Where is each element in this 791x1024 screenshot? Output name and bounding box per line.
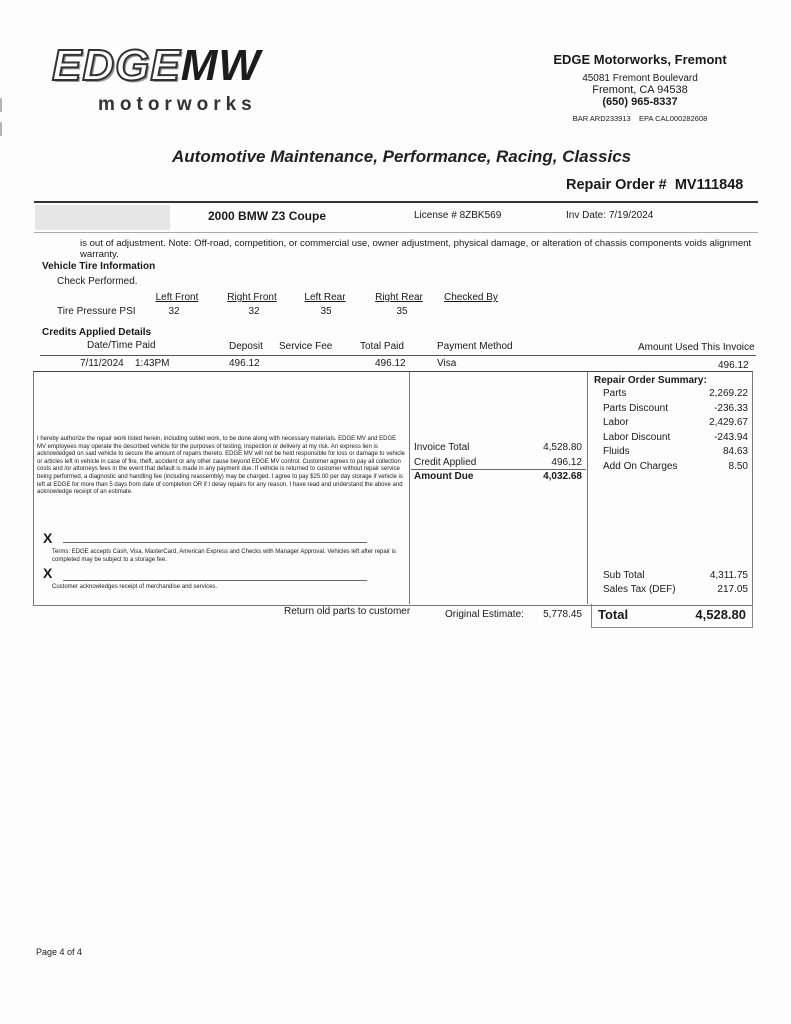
company-address-1: 45081 Fremont Boulevard <box>582 73 698 84</box>
repair-order <box>566 177 743 193</box>
grand-total-value: 4,528.80 <box>695 607 746 622</box>
invoice-total-label: Invoice Total <box>414 442 470 453</box>
tire-check-text: Check Performed. <box>57 276 138 287</box>
grand-total-label: Total <box>598 607 629 622</box>
company-info <box>530 52 750 123</box>
inv-date-value: 7/19/2024 <box>608 210 654 221</box>
summary-label: Add On Charges <box>603 460 678 472</box>
summary-label: Parts Discount <box>603 402 669 414</box>
summary-list <box>603 387 748 474</box>
inv-date-label: Inv Date: <box>566 210 607 221</box>
summary-row-parts-discount <box>603 402 748 417</box>
summary-row-labor-discount <box>603 431 748 446</box>
bar-number: BAR ARD233913 <box>572 114 631 123</box>
tire-header-checked-by: Checked By <box>444 292 498 303</box>
terms-text: Terms: EDGE accepts Cash, Visa, MasterCard, American Express and Checks with Manager Approval. Vehicles left after repair is completed may be subject to a storage fee. <box>52 549 397 563</box>
tire-header-lr: Left Rear <box>304 292 346 303</box>
credits-date: 7/11/2024 <box>80 358 124 369</box>
subtotal-label: Sub Total <box>603 570 645 581</box>
logo-subtitle: motorworks <box>98 94 257 115</box>
authorization-text: I hereby authorize the repair work listed herein, including sublet work, to be done along with necessary materials. EDGE MV and EDGE MV employees may operate the described vehicle for the purposes of testing, inspection or delivery at my risk. An express lien is acknowledged on said vehicle to secure the amount of repairs thereto. EDGE MV will not be held responsible for loss or damage to vehicle or articles left in vehicle in case of fire, theft, accident or any other cause beyond EDGE MV control. Customer agrees to pay all collection costs and /or attorneys fees in the event that default is made in any payment due. If vehicle is returned to customer without repair service being performed, a diagnostic and handling fee (including reassembly) may be charged. I agree to pay $25.00 per day storage if vehicle is left at EDGE for more than 5 days from date of completion OR if I delay repairs for any reason. I have read and understand the above and acknowledge receipt of an estimate. <box>37 436 405 496</box>
tax-value: 217.05 <box>717 584 748 595</box>
summary-row-fluids <box>603 445 748 460</box>
summary-row-add-on <box>603 460 748 475</box>
credit-applied-value: 496.12 <box>551 457 582 468</box>
invoice-date <box>566 210 653 221</box>
tire-value-rf: 32 <box>248 306 260 317</box>
credits-row <box>0 357 791 371</box>
summary-value: 8.50 <box>728 460 748 472</box>
summary-label: Parts <box>603 388 627 399</box>
summary-value: -236.33 <box>714 402 748 414</box>
merchandise-text: Customer acknowledges receipt of merchandise and services. <box>52 584 218 590</box>
license-number: 8ZBK569 <box>459 210 502 221</box>
credits-header-method: Payment Method <box>437 341 513 352</box>
epa-number: EPA CAL000282608 <box>639 114 708 123</box>
credits-time: 1:43PM <box>135 358 170 369</box>
tire-value-lf: 32 <box>168 306 180 317</box>
invoice-total-value: 4,528.80 <box>543 442 582 453</box>
vehicle-description: 2000 BMW Z3 Coupe <box>208 209 327 223</box>
summary-label: Fluids <box>603 446 630 457</box>
company-phone: (650) 965-8337 <box>602 96 678 108</box>
tire-value-rr: 35 <box>396 306 408 317</box>
warranty-note: is out of adjustment. Note: Off-road, competition, or commercial use, owner adjustment, physical damage, or alteration of chassis components voids alignment warranty. <box>80 238 752 260</box>
tire-header-rr: Right Rear <box>375 292 423 303</box>
tire-header-rf: Right Front <box>227 292 277 303</box>
return-parts-note: Return old parts to customer <box>284 606 411 617</box>
logo-mw-text: MW <box>180 41 261 90</box>
repair-order-label: Repair Order # <box>566 177 667 193</box>
credits-header-date: Date/Time Paid <box>87 340 156 351</box>
summary-title: Repair Order Summary: <box>594 375 707 386</box>
license-label: License # <box>414 210 457 221</box>
signature-x-1: X <box>43 530 53 546</box>
company-logo <box>52 41 322 116</box>
customer-name-redacted <box>35 205 170 230</box>
summary-row-labor <box>603 416 748 431</box>
credits-method: Visa <box>437 358 457 369</box>
tire-value-lr: 35 <box>320 306 332 317</box>
page-number: Page 4 of 4 <box>36 947 83 957</box>
tax-row <box>603 584 748 595</box>
tire-pressure-label: Tire Pressure PSI <box>57 306 136 317</box>
summary-value: 2,269.22 <box>709 388 748 399</box>
subtotal-row <box>603 570 748 581</box>
subtotal-value: 4,311.75 <box>709 570 748 581</box>
credits-header-total-paid: Total Paid <box>360 341 404 352</box>
logo-edge-text: EDGE <box>52 41 181 90</box>
summary-value: 2,429.67 <box>709 417 748 428</box>
summary-value: 84.63 <box>722 446 748 457</box>
summary-label: Labor <box>603 417 629 428</box>
signature-x-2: X <box>43 565 53 581</box>
credits-header-deposit: Deposit <box>229 341 263 352</box>
credits-deposit: 496.12 <box>229 358 260 369</box>
original-estimate-value: 5,778.45 <box>543 609 582 620</box>
repair-order-number: MV111848 <box>674 177 744 193</box>
credits-total-paid: 496.12 <box>375 358 406 369</box>
tagline: Automotive Maintenance, Performance, Racing, Classics <box>172 147 632 166</box>
tax-label: Sales Tax (DEF) <box>603 584 676 595</box>
credits-amount-used: 496.12 <box>718 360 749 371</box>
amount-due-value: 4,032.68 <box>543 471 582 482</box>
summary-value: -243.94 <box>714 431 748 443</box>
summary-label: Labor Discount <box>603 431 671 443</box>
original-estimate-label: Original Estimate: <box>445 609 524 620</box>
license <box>414 210 501 221</box>
credit-applied-label: Credit Applied <box>414 457 477 468</box>
company-address-2: Fremont, CA 94538 <box>592 84 688 96</box>
amount-due-label: Amount Due <box>414 471 474 482</box>
tire-info-title: Vehicle Tire Information <box>42 261 156 272</box>
credits-header-service-fee: Service Fee <box>279 341 333 352</box>
credits-header-amount-used: Amount Used This Invoice <box>638 342 755 353</box>
tire-header-lf: Left Front <box>155 292 199 303</box>
credits-title: Credits Applied Details <box>42 327 152 338</box>
company-name: EDGE Motorworks, Fremont <box>553 52 727 67</box>
summary-row-parts <box>603 387 748 402</box>
